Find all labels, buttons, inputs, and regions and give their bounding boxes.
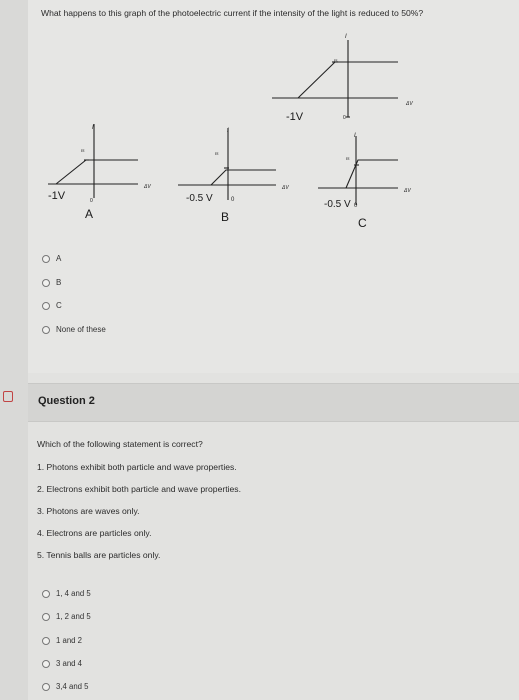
q2-option-label: 3 and 4: [56, 659, 83, 668]
statement-5: 5. Tennis balls are particles only.: [37, 550, 161, 560]
q2-option-label: 1, 4 and 5: [56, 589, 91, 598]
graph-c: [318, 136, 398, 205]
q2-option-label: 1 and 2: [56, 636, 83, 645]
question-1-panel: [28, 0, 519, 373]
graph-b-letter: B: [221, 210, 230, 224]
q2-option-3[interactable]: [42, 636, 82, 645]
q2-option-label: 1, 2 and 5: [56, 612, 91, 621]
graph-a-letter: A: [85, 207, 94, 221]
graph-c-i-axis: I: [354, 133, 356, 139]
radio-icon[interactable]: [42, 683, 50, 691]
graph-top-v-label: -1V: [286, 111, 304, 123]
radio-icon[interactable]: [42, 302, 50, 310]
graph-top-zero: 0: [343, 115, 346, 121]
graph-b-zero: 0: [231, 197, 235, 203]
radio-icon[interactable]: [42, 660, 50, 668]
statement-4: 4. Electrons are particles only.: [37, 528, 152, 538]
radio-icon[interactable]: [42, 279, 50, 287]
graph-b-dv: ΔV: [282, 185, 289, 191]
q2-option-label: 3,4 and 5: [56, 682, 89, 691]
graph-c-is: Is: [346, 156, 350, 161]
graph-c-letter: C: [358, 216, 367, 230]
graph-top: [272, 40, 398, 117]
radio-icon[interactable]: [42, 326, 50, 334]
statement-2: 2. Electrons exhibit both particle and wave properties.: [37, 484, 241, 494]
q2-option-5[interactable]: [42, 682, 89, 691]
graph-a-v-label: -1V: [48, 190, 66, 202]
radio-icon[interactable]: [42, 590, 50, 598]
question-2-header: [28, 383, 519, 422]
question-1-text: What happens to this graph of the photoelectric current if the intensity of the light is reduced to 50%?: [41, 8, 424, 18]
radio-icon[interactable]: [42, 255, 50, 263]
q1-option-label: C: [56, 301, 62, 310]
q1-option-label: B: [56, 278, 62, 287]
question-2-panel: [28, 373, 519, 700]
radio-icon[interactable]: [42, 637, 50, 645]
graph-a-is: Is: [81, 148, 85, 153]
bookmark-icon[interactable]: [3, 391, 13, 402]
q1-option-b[interactable]: [42, 278, 61, 287]
statement-1: 1. Photons exhibit both particle and wave properties.: [37, 462, 237, 472]
q1-option-none[interactable]: [42, 325, 106, 334]
graph-c-zero: 0: [354, 203, 358, 209]
graph-a-i-axis: I: [92, 125, 94, 131]
graph-c-v-label: -0.5 V: [324, 199, 351, 210]
q1-option-a[interactable]: [42, 254, 61, 263]
q2-option-2[interactable]: [42, 612, 91, 621]
graph-b-is: Is: [215, 151, 219, 156]
graph-top-i-axis: I: [345, 34, 347, 40]
graph-b-v-label: -0.5 V: [186, 193, 213, 204]
q1-option-c[interactable]: [42, 301, 62, 310]
graph-a-zero: 0: [90, 198, 93, 204]
question-2-title: Question 2: [38, 395, 95, 407]
graph-c-dv: ΔV: [404, 188, 411, 194]
q2-option-1[interactable]: [42, 589, 91, 598]
q2-option-4[interactable]: [42, 659, 82, 668]
question-2-prompt: Which of the following statement is correct?: [37, 439, 203, 449]
graph-b: [178, 128, 276, 200]
graph-top-dv: ΔV: [406, 101, 413, 107]
graph-top-is: Is: [334, 58, 338, 63]
graph-b-i-axis: I: [227, 128, 229, 134]
graph-a-dv: ΔV: [144, 184, 151, 190]
statement-3: 3. Photons are waves only.: [37, 506, 140, 516]
q1-option-label: A: [56, 254, 62, 263]
graphs-figure: [28, 0, 519, 373]
graph-a: [48, 124, 138, 198]
q1-option-label: None of these: [56, 325, 106, 334]
radio-icon[interactable]: [42, 613, 50, 621]
